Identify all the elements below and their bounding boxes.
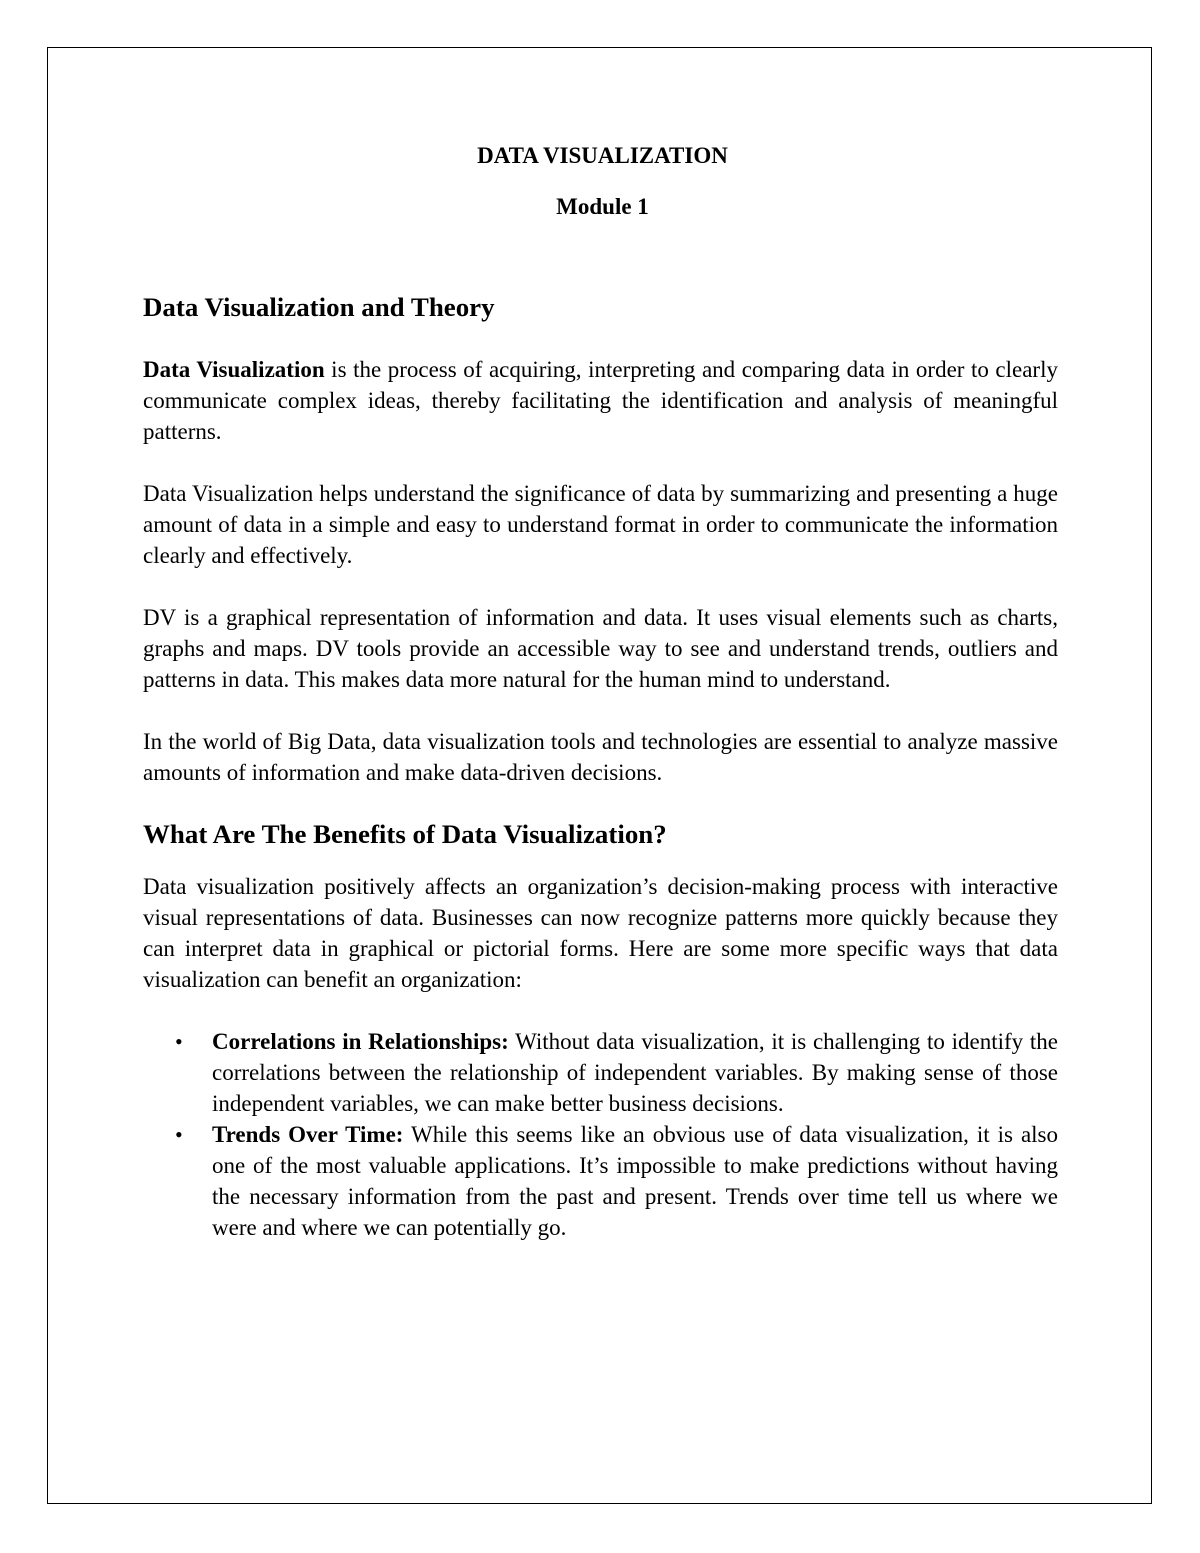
list-item-lead: Trends Over Time: [212, 1122, 404, 1147]
bullet-icon: • [175, 1029, 183, 1054]
paragraph-definition-lead: Data Visualization [143, 357, 325, 382]
module-subtitle: Module 1 [556, 194, 649, 219]
list-item [175, 1119, 1058, 1243]
benefits-list [143, 1026, 1058, 1243]
list-item-text: While this seems like an obvious use of data visualization, it is also one of the most valuable applications. It’s impossible to make predictions without having the necessary information from the past and present. Trends over time tell us where we were and where we can potentially go. [212, 1122, 1058, 1240]
list-item-lead: Correlations in Relationships: [212, 1029, 509, 1054]
paragraph-definition-text: is the process of acquiring, interpreting and comparing data in order to clearly communicate complex ideas, thereby facilitating the identification and analysis of meaningful patterns. [143, 357, 1058, 444]
bullet-icon: • [175, 1122, 183, 1147]
paragraph-big-data: In the world of Big Data, data visualization tools and technologies are essential to analyze massive amounts of information and make data-driven decisions. [143, 729, 1058, 785]
list-item-text: Without data visualization, it is challenging to identify the correlations between the relationship of independent variables. By making sense of those independent variables, we can make better business decisions. [212, 1029, 1058, 1116]
paragraph-graphical-representation: DV is a graphical representation of information and data. It uses visual elements such as charts, graphs and maps. DV tools provide an accessible way to see and understand trends, outliers and patterns in data. This makes data more natural for the human mind to understand. [143, 605, 1058, 692]
list-item [175, 1026, 1058, 1119]
document-content [143, 140, 1058, 1243]
section-heading-benefits: What Are The Benefits of Data Visualization? [143, 819, 667, 849]
paragraph-significance: Data Visualization helps understand the significance of data by summarizing and presenting a huge amount of data in a simple and easy to understand format in order to communicate the information clearly and effectively. [143, 481, 1058, 568]
paragraph-definition [143, 354, 1058, 447]
document-title: DATA VISUALIZATION [477, 143, 728, 168]
section-heading-theory: Data Visualization and Theory [143, 292, 495, 322]
paragraph-benefits-intro: Data visualization positively affects an organization’s decision-making process with interactive visual representations of data. Businesses can now recognize patterns more quickly because they can interpret data in graphical or pictorial forms. Here are some more specific ways that data visualization can benefit an organization: [143, 874, 1058, 992]
